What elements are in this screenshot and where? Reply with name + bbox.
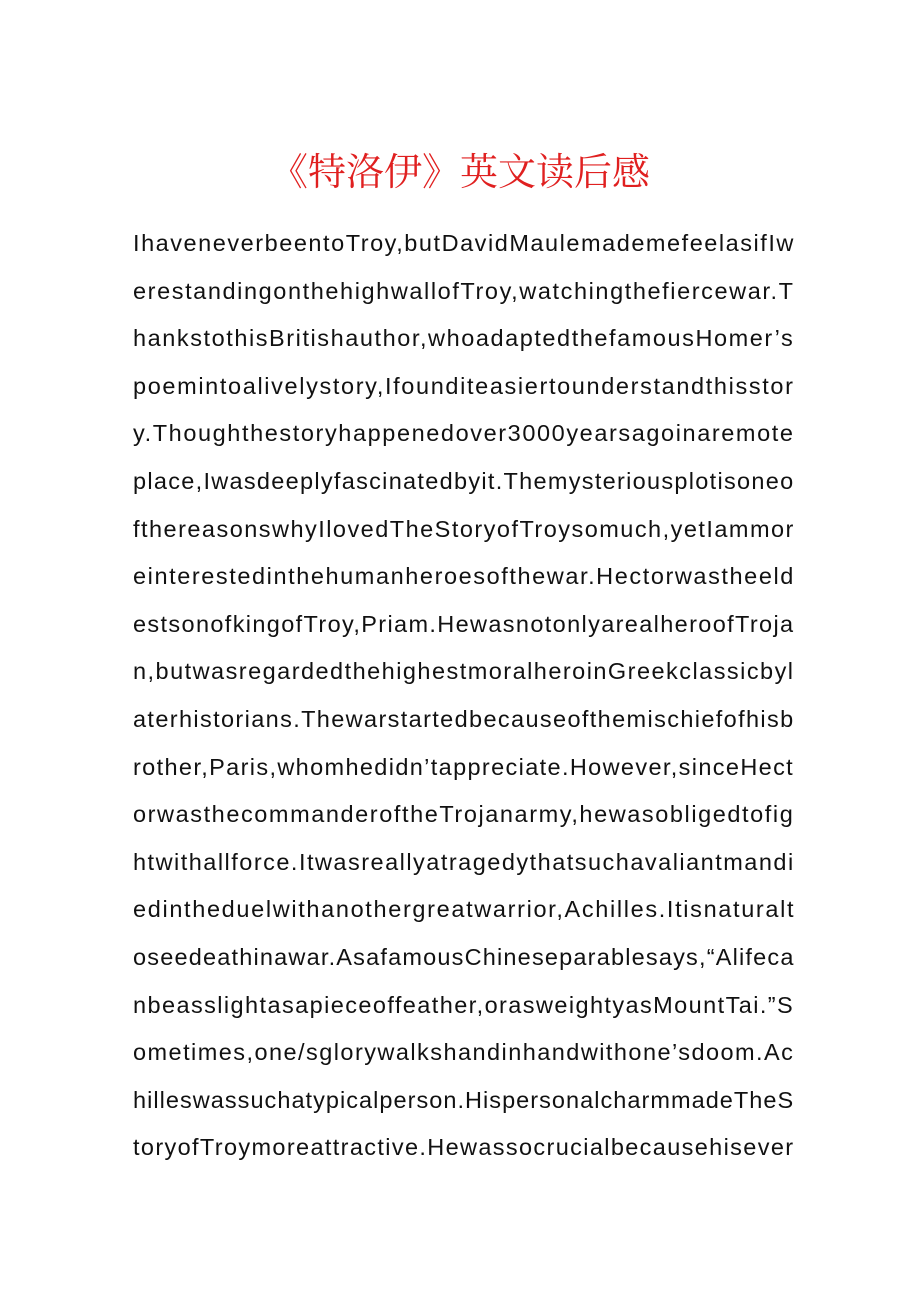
text-line: oseedeathinawar.AsafamousChineseparablesays,“Alifeca	[133, 943, 795, 970]
document-title: 《特洛伊》英文读后感	[269, 150, 650, 194]
text-line: hankstothisBritishauthor,whoadaptedthefamousHomer’s	[133, 325, 795, 352]
text-line: ometimes,one/sglorywalkshandinhandwithone’sdoom.Ac	[133, 1039, 795, 1066]
text-line: toryofTroymoreattractive.Hewassocrucialbecausehisever	[133, 1134, 795, 1161]
text-line: hilleswassuchatypicalperson.HispersonalcharmmadeTheS	[133, 1086, 795, 1113]
text-line: nbeasslightasapieceoffeather,orasweightyasMountTai.”S	[133, 991, 795, 1018]
text-line: y.Thoughthestoryhappenedover3000yearsagoinaremote	[133, 420, 795, 447]
text-line: edintheduelwithanothergreatwarrior,Achilles.Itisnaturalt	[133, 896, 796, 923]
text-line: estsonofkingofTroy,Priam.HewasnotonlyarealheroofTroja	[133, 610, 795, 637]
text-line: poemintoalivelystory,Ifounditeasiertounderstandthisstor	[133, 372, 795, 399]
text-line: fthereasonswhyIlovedTheStoryofTroysomuch,yetIammor	[133, 515, 795, 542]
text-line: IhaveneverbeentoTroy,butDavidMaulemademefeelasifIw	[133, 230, 795, 256]
text-line: einterestedinthehumanheroesofthewar.Hectorwastheeld	[133, 563, 795, 590]
text-line: place,Iwasdeeplyfascinatedbyit.Themysteriousplotisoneo	[133, 467, 795, 494]
text-line: htwithallforce.Itwasreallyatragedythatsuchavaliantmandi	[133, 848, 795, 875]
text-line: rother,Paris,whomhedidn’tappreciate.However,sinceHect	[133, 753, 795, 780]
text-line: erestandingonthehighwallofTroy,watchingthefiercewar.T	[133, 277, 795, 304]
document-body	[133, 220, 796, 1172]
text-line: n,butwasregardedthehighestmoralheroinGreekclassicbyl	[133, 658, 795, 685]
text-line: aterhistorians.Thewarstartedbecauseofthemischiefofhisb	[133, 705, 795, 732]
text-line: orwasthecommanderoftheTrojanarmy,hewasobligedtofig	[133, 801, 795, 828]
